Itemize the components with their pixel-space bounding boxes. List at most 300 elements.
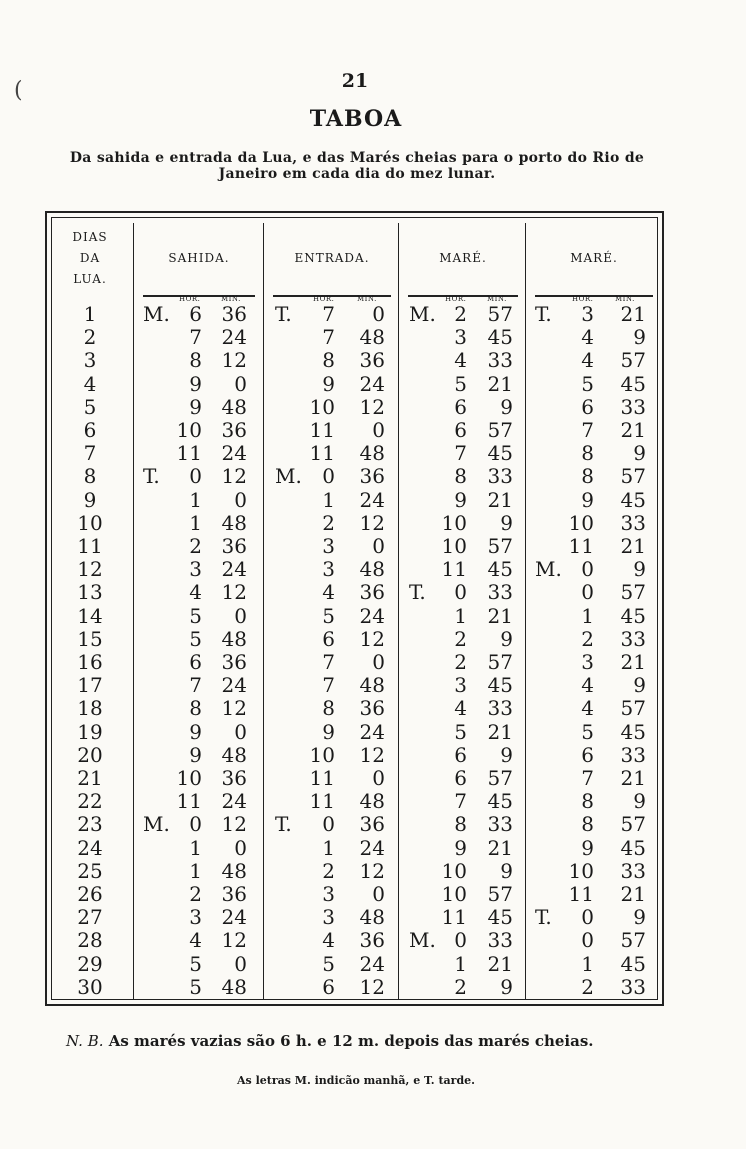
mare2-hour: 4 [581, 348, 594, 373]
sahida-hour: 9 [189, 742, 202, 767]
mare2-hour: 6 [581, 394, 594, 419]
table-row [47, 813, 662, 836]
mare1-hour: 5 [454, 719, 467, 744]
day-cell: 9 [83, 487, 97, 512]
mare2-hour: 3 [581, 302, 594, 326]
mare2-minute: 9 [633, 557, 646, 582]
mare2-minute: 33 [620, 510, 646, 535]
sahida-hour: 3 [189, 557, 202, 582]
mare1-minute: 33 [487, 580, 513, 605]
entrada-minute: 36 [359, 812, 385, 837]
sahida-minute: 48 [221, 510, 247, 535]
mare2-minute: 45 [620, 719, 646, 744]
day-cell: 25 [77, 858, 103, 883]
mare1-hour: 10 [441, 858, 467, 883]
entrada-hour: 2 [322, 858, 335, 883]
entrada-hour: 10 [309, 394, 335, 419]
entrada-minute: 48 [359, 789, 385, 814]
mare2-hour: 6 [581, 742, 594, 767]
header-entrada: ENTRADA. [294, 251, 370, 265]
entrada-minute: 0 [372, 882, 385, 906]
header-rule [535, 295, 653, 297]
mare2-minute: 9 [633, 441, 646, 466]
mare1-minute: 45 [487, 557, 513, 582]
mare2-hour: 7 [581, 766, 594, 790]
sahida-hour: 8 [189, 348, 202, 373]
day-cell: 1 [83, 302, 97, 326]
table-row [47, 976, 662, 999]
entrada-hour: 0 [322, 812, 335, 837]
mare1-hour: 6 [454, 394, 467, 419]
sahida-minute: 12 [221, 464, 247, 489]
subheader-hor: HOR. [445, 295, 467, 303]
mare2-minute: 57 [620, 464, 646, 489]
sahida-hour: 9 [189, 371, 202, 396]
table-row [47, 419, 662, 442]
mare2-minute: 9 [633, 789, 646, 814]
table-row [47, 605, 662, 628]
sahida-minute: 0 [234, 371, 247, 396]
mare2-hour: 2 [581, 974, 594, 999]
mare1-hour: 8 [454, 464, 467, 489]
entrada-minute: 12 [359, 858, 385, 883]
entrada-hour: 7 [322, 302, 335, 326]
header-lua: LUA. [73, 272, 107, 286]
mare1-minute: 57 [487, 302, 513, 326]
entrada-minute: 0 [372, 650, 385, 674]
mare1-hour: 7 [454, 789, 467, 814]
sahida-minute: 0 [234, 603, 247, 628]
mare1-hour: 11 [441, 905, 467, 930]
mare2-hour: 1 [581, 951, 594, 976]
table-row [47, 953, 662, 976]
day-cell: 15 [77, 626, 103, 651]
entrada-hour: 7 [322, 650, 335, 674]
mare1-hour: 0 [454, 580, 467, 605]
mare2-hour: 9 [581, 835, 594, 860]
mare2-hour: 8 [581, 464, 594, 489]
sahida-minute: 12 [221, 348, 247, 373]
day-cell: 29 [77, 951, 103, 976]
entrada-hour: 7 [322, 673, 335, 698]
mare1-minute: 21 [487, 487, 513, 512]
sahida-hour: 9 [189, 719, 202, 744]
sahida-hour: 5 [189, 951, 202, 976]
day-cell: 2 [83, 325, 97, 350]
entrada-minute: 24 [359, 951, 385, 976]
entrada-hour: 3 [322, 882, 335, 906]
mare2-hour: 10 [568, 858, 594, 883]
sahida-hour: 0 [189, 464, 202, 489]
table-row [47, 651, 662, 674]
mare1-hour: 4 [454, 348, 467, 373]
mare1-minute: 33 [487, 696, 513, 721]
mare2-hour: 5 [581, 719, 594, 744]
mare2-hour: 3 [581, 650, 594, 674]
mare1-minute: 57 [487, 650, 513, 674]
sahida-minute: 48 [221, 742, 247, 767]
sahida-hour: 3 [189, 905, 202, 930]
sahida-minute: 48 [221, 626, 247, 651]
mare2-period: T. [535, 905, 552, 930]
mare2-minute: 21 [620, 882, 646, 906]
mare1-hour: 1 [454, 603, 467, 628]
mare1-hour: 0 [454, 928, 467, 953]
entrada-minute: 36 [359, 464, 385, 489]
page-number: 21 [341, 70, 369, 92]
sahida-minute: 24 [221, 673, 247, 698]
mare2-hour: 2 [581, 626, 594, 651]
mare1-hour: 1 [454, 951, 467, 976]
mare1-hour: 6 [454, 742, 467, 767]
entrada-minute: 12 [359, 626, 385, 651]
day-cell: 27 [77, 905, 103, 930]
sahida-hour: 5 [189, 974, 202, 999]
sahida-minute: 36 [221, 882, 247, 906]
sahida-minute: 48 [221, 394, 247, 419]
entrada-period: T. [275, 302, 292, 326]
entrada-minute: 12 [359, 510, 385, 535]
sahida-hour: 6 [189, 302, 202, 326]
sahida-minute: 12 [221, 580, 247, 605]
mare2-hour: 4 [581, 325, 594, 350]
mare2-hour: 0 [581, 928, 594, 953]
day-cell: 28 [77, 928, 103, 953]
header-dias: DIAS [72, 230, 108, 244]
mare2-minute: 57 [620, 580, 646, 605]
header-dias-da-lua [55, 227, 125, 290]
entrada-hour: 8 [322, 348, 335, 373]
mare1-hour: 4 [454, 696, 467, 721]
table-row [47, 790, 662, 813]
table-row [47, 558, 662, 581]
entrada-hour: 8 [322, 696, 335, 721]
entrada-minute: 36 [359, 928, 385, 953]
entrada-minute: 48 [359, 557, 385, 582]
tide-table [45, 211, 664, 1006]
mare1-minute: 9 [500, 858, 513, 883]
subheader-hor: HOR. [572, 295, 594, 303]
sahida-hour: 6 [189, 650, 202, 674]
day-cell: 18 [77, 696, 103, 721]
sahida-minute: 36 [221, 302, 247, 326]
sahida-minute: 48 [221, 974, 247, 999]
entrada-minute: 24 [359, 371, 385, 396]
entrada-minute: 48 [359, 325, 385, 350]
entrada-hour: 11 [309, 789, 335, 814]
header-mare-2: MARÉ. [570, 251, 618, 265]
day-cell: 12 [77, 557, 103, 582]
day-cell: 30 [77, 974, 103, 999]
table-row [47, 442, 662, 465]
mare1-minute: 33 [487, 464, 513, 489]
entrada-hour: 5 [322, 603, 335, 628]
mare2-hour: 10 [568, 510, 594, 535]
sahida-period: M. [143, 812, 170, 837]
mare2-hour: 4 [581, 696, 594, 721]
entrada-minute: 0 [372, 766, 385, 790]
mare1-minute: 57 [487, 418, 513, 442]
sahida-hour: 2 [189, 534, 202, 558]
table-row [47, 489, 662, 512]
table-row [47, 326, 662, 349]
mare2-minute: 21 [620, 302, 646, 326]
mare1-minute: 33 [487, 348, 513, 373]
mare1-minute: 9 [500, 510, 513, 535]
sahida-hour: 11 [176, 789, 202, 814]
sahida-minute: 12 [221, 696, 247, 721]
mare2-minute: 57 [620, 812, 646, 837]
day-cell: 26 [77, 882, 103, 906]
mare2-minute: 57 [620, 928, 646, 953]
page-title: TABOA [309, 106, 403, 132]
mare2-hour: 1 [581, 603, 594, 628]
sahida-hour: 7 [189, 325, 202, 350]
entrada-hour: 11 [309, 441, 335, 466]
day-cell: 5 [83, 394, 97, 419]
mare2-minute: 9 [633, 905, 646, 930]
entrada-hour: 4 [322, 580, 335, 605]
sahida-hour: 4 [189, 928, 202, 953]
day-cell: 3 [83, 348, 97, 373]
header-sahida: SAHIDA. [168, 251, 230, 265]
subheader-hor: HOR. [313, 295, 335, 303]
entrada-hour: 3 [322, 534, 335, 558]
mare1-minute: 9 [500, 394, 513, 419]
subheader-min: MIN. [615, 295, 635, 303]
mare1-minute: 45 [487, 325, 513, 350]
table-row [47, 744, 662, 767]
nb-label: N. B. [66, 1032, 104, 1050]
sahida-minute: 0 [234, 487, 247, 512]
entrada-minute: 24 [359, 719, 385, 744]
day-cell: 19 [77, 719, 103, 744]
mare1-minute: 45 [487, 441, 513, 466]
mare2-minute: 33 [620, 626, 646, 651]
entrada-period: T. [275, 812, 292, 837]
mare1-hour: 3 [454, 325, 467, 350]
sahida-hour: 1 [189, 858, 202, 883]
sahida-hour: 0 [189, 812, 202, 837]
sahida-minute: 12 [221, 812, 247, 837]
header-mare-1: MARÉ. [439, 251, 487, 265]
sahida-hour: 9 [189, 394, 202, 419]
mare1-minute: 21 [487, 603, 513, 628]
subtitle-line-2: Janeiro em cada dia do mez lunar. [218, 166, 496, 182]
mare2-hour: 9 [581, 487, 594, 512]
mare2-hour: 8 [581, 441, 594, 466]
table-row [47, 349, 662, 372]
entrada-minute: 48 [359, 905, 385, 930]
entrada-period: M. [275, 464, 302, 489]
mare2-hour: 8 [581, 789, 594, 814]
sahida-hour: 2 [189, 882, 202, 906]
mare1-minute: 57 [487, 882, 513, 906]
entrada-minute: 12 [359, 394, 385, 419]
page-margin-mark: ( [14, 78, 23, 103]
mare2-hour: 0 [581, 557, 594, 582]
mare1-hour: 2 [454, 650, 467, 674]
mare2-minute: 45 [620, 371, 646, 396]
table-row [47, 628, 662, 651]
table-row [47, 535, 662, 558]
table-row [47, 303, 662, 326]
mare2-hour: 5 [581, 371, 594, 396]
mare2-minute: 21 [620, 534, 646, 558]
mare1-hour: 6 [454, 766, 467, 790]
mare1-hour: 3 [454, 673, 467, 698]
sahida-minute: 24 [221, 557, 247, 582]
sahida-minute: 48 [221, 858, 247, 883]
entrada-minute: 24 [359, 487, 385, 512]
day-cell: 24 [77, 835, 103, 860]
mare1-hour: 2 [454, 626, 467, 651]
entrada-hour: 6 [322, 626, 335, 651]
mare1-period: M. [409, 302, 436, 326]
day-cell: 7 [83, 441, 97, 466]
table-row [47, 929, 662, 952]
mare2-period: T. [535, 302, 552, 326]
mare2-period: M. [535, 557, 562, 582]
table-row [47, 674, 662, 697]
sahida-hour: 10 [176, 766, 202, 790]
entrada-hour: 7 [322, 325, 335, 350]
sahida-hour: 7 [189, 673, 202, 698]
entrada-hour: 9 [322, 719, 335, 744]
mare1-minute: 9 [500, 974, 513, 999]
entrada-minute: 24 [359, 835, 385, 860]
table-row [47, 465, 662, 488]
mare1-hour: 10 [441, 510, 467, 535]
mare1-hour: 10 [441, 534, 467, 558]
day-cell: 17 [77, 673, 103, 698]
mare2-minute: 33 [620, 974, 646, 999]
entrada-minute: 48 [359, 441, 385, 466]
table-row [47, 721, 662, 744]
table-row [47, 697, 662, 720]
sahida-minute: 24 [221, 441, 247, 466]
sahida-hour: 4 [189, 580, 202, 605]
entrada-minute: 12 [359, 742, 385, 767]
mare1-minute: 9 [500, 742, 513, 767]
subheader-min: MIN. [221, 295, 241, 303]
mare1-period: T. [409, 580, 426, 605]
sahida-hour: 8 [189, 696, 202, 721]
mare2-minute: 45 [620, 603, 646, 628]
entrada-hour: 3 [322, 905, 335, 930]
sahida-minute: 36 [221, 534, 247, 558]
entrada-hour: 1 [322, 835, 335, 860]
entrada-hour: 4 [322, 928, 335, 953]
sahida-minute: 36 [221, 418, 247, 442]
mare1-minute: 45 [487, 905, 513, 930]
entrada-minute: 36 [359, 348, 385, 373]
mare1-minute: 21 [487, 951, 513, 976]
entrada-hour: 1 [322, 487, 335, 512]
mare2-minute: 45 [620, 835, 646, 860]
header-da: DA [79, 251, 101, 265]
mare1-minute: 9 [500, 626, 513, 651]
mare2-minute: 21 [620, 650, 646, 674]
mare1-minute: 57 [487, 766, 513, 790]
day-cell: 8 [83, 464, 97, 489]
table-row [47, 837, 662, 860]
mare1-minute: 45 [487, 789, 513, 814]
sahida-minute: 36 [221, 766, 247, 790]
day-cell: 23 [77, 812, 103, 837]
entrada-hour: 6 [322, 974, 335, 999]
table-row [47, 373, 662, 396]
day-cell: 14 [77, 603, 103, 628]
sahida-hour: 5 [189, 603, 202, 628]
entrada-minute: 24 [359, 603, 385, 628]
table-row [47, 396, 662, 419]
table-row [47, 906, 662, 929]
day-cell: 16 [77, 650, 103, 674]
mare2-minute: 45 [620, 951, 646, 976]
mare2-minute: 57 [620, 696, 646, 721]
entrada-minute: 12 [359, 974, 385, 999]
day-cell: 21 [77, 766, 103, 790]
mare1-hour: 2 [454, 974, 467, 999]
sahida-hour: 10 [176, 418, 202, 442]
entrada-minute: 48 [359, 673, 385, 698]
nb-text: As marés vazias são 6 h. e 12 m. depois das marés cheias. [108, 1032, 594, 1050]
mare1-minute: 21 [487, 371, 513, 396]
footnote-nb [66, 1032, 706, 1050]
mare1-minute: 45 [487, 673, 513, 698]
mare1-hour: 5 [454, 371, 467, 396]
entrada-hour: 3 [322, 557, 335, 582]
table-row [47, 512, 662, 535]
entrada-minute: 0 [372, 302, 385, 326]
subtitle-line-1: Da sahida e entrada da Lua, e das Marés cheias para o porto do Rio de [69, 150, 645, 166]
entrada-hour: 11 [309, 418, 335, 442]
day-cell: 20 [77, 742, 103, 767]
subheader-min: MIN. [487, 295, 507, 303]
mare1-minute: 21 [487, 719, 513, 744]
mare2-minute: 33 [620, 858, 646, 883]
mare2-hour: 11 [568, 882, 594, 906]
entrada-hour: 0 [322, 464, 335, 489]
sahida-hour: 1 [189, 510, 202, 535]
sahida-minute: 24 [221, 905, 247, 930]
sahida-minute: 24 [221, 325, 247, 350]
subheader-min: MIN. [357, 295, 377, 303]
sahida-minute: 36 [221, 650, 247, 674]
day-cell: 22 [77, 789, 103, 814]
mare2-minute: 9 [633, 325, 646, 350]
mare1-hour: 10 [441, 882, 467, 906]
mare1-hour: 9 [454, 835, 467, 860]
mare2-minute: 9 [633, 673, 646, 698]
sahida-period: T. [143, 464, 160, 489]
page-subtitle [44, 150, 670, 182]
table-row [47, 860, 662, 883]
entrada-hour: 10 [309, 742, 335, 767]
mare1-hour: 7 [454, 441, 467, 466]
mare1-minute: 33 [487, 812, 513, 837]
mare1-hour: 2 [454, 302, 467, 326]
sahida-hour: 1 [189, 835, 202, 860]
mare2-hour: 11 [568, 534, 594, 558]
entrada-hour: 9 [322, 371, 335, 396]
day-cell: 10 [77, 510, 103, 535]
mare1-hour: 6 [454, 418, 467, 442]
mare1-hour: 8 [454, 812, 467, 837]
footer-legend: As letras M. indicão manhã, e T. tarde. [237, 1074, 475, 1087]
mare1-period: M. [409, 928, 436, 953]
